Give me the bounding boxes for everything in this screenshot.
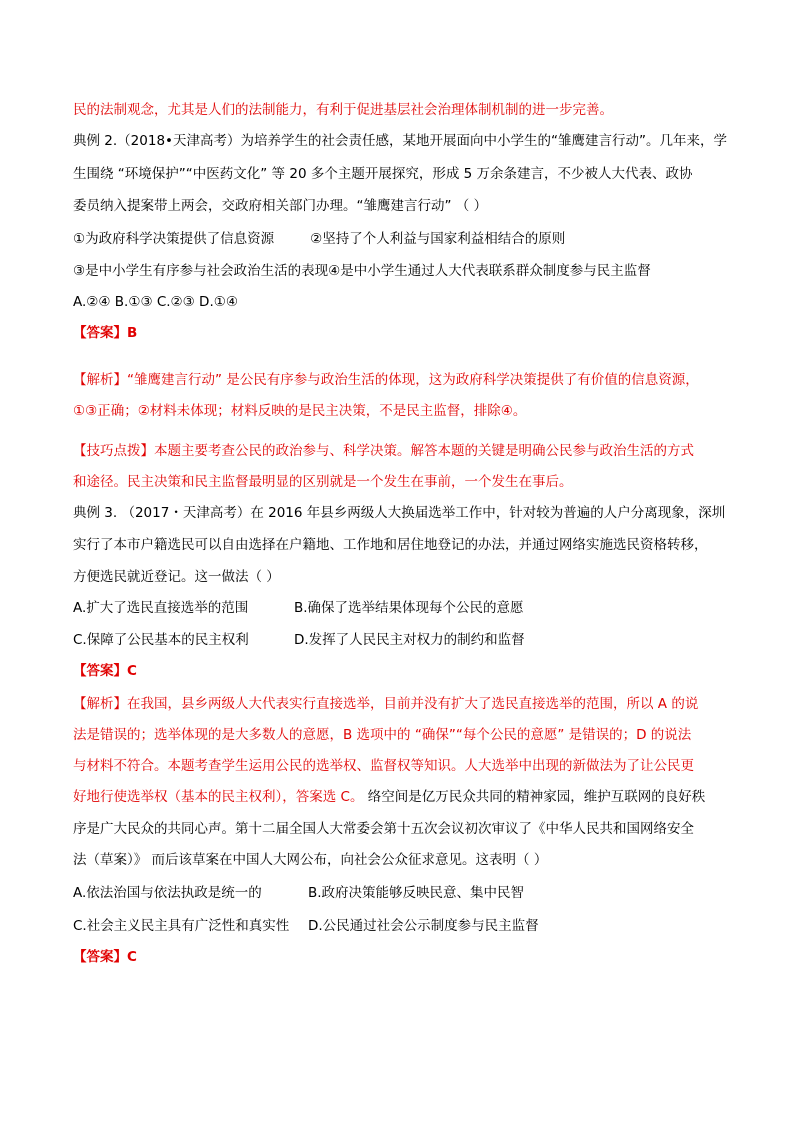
analysis-text: 【解析】在我国，县乡两级人大代表实行直接选举，目前并没有扩大了选民直接选举的范围，所以 A 的说 [73, 696, 699, 712]
option-b: B.确保了选举结果体现每个公民的意愿 [294, 600, 524, 616]
text-line: A.②④ B.①③ C.②③ D.①④ [73, 294, 238, 310]
option-2: ②坚持了个人利益与国家利益相结合的原则 [310, 231, 566, 247]
analysis-text: 【解析】“雏鹰建言行动” 是公民有序参与政治生活的体现，这为政府科学决策提供了有价值的信息资源， [73, 372, 699, 388]
text-line [73, 229, 739, 249]
text-line: 民的法制观念，尤其是人们的法制能力，有利于促进基层社会治理体制机制的进一步完善。 [73, 102, 613, 118]
text-line: 委员纳入提案带上两会，交政府相关部门办理。“雏鹰建言行动” （ ） [73, 198, 488, 214]
text-line: 生围绕 “环境保护”“中医药文化” 等 20 多个主题开展探究，形成 5 万余条建言，不少被人大代表、政协 [73, 166, 693, 182]
text-line [73, 883, 739, 903]
text-line: 典例 2.（2018•天津高考）为培养学生的社会责任感，某地开展面向中小学生的“雏鹰建言行动”。几年来，学 [73, 133, 727, 149]
option-a: A.扩大了选民直接选举的范围 [73, 600, 249, 616]
text-line: 方便选民就近登记。这一做法（ ） [73, 569, 280, 585]
tip-text: 【技巧点拨】本题主要考查公民的政治参与、科学决策。解答本题的关键是明确公民参与政治生活的方式 [73, 443, 694, 459]
question-text: 络空间是亿万民众共同的精神家园，维护互联网的良好秩 [363, 789, 706, 805]
text-line [73, 630, 739, 650]
text-line [73, 787, 739, 807]
option-c: C.社会主义民主具有广泛性和真实性 [73, 918, 290, 934]
option-d: D.公民通过社会公示制度参与民主监督 [308, 918, 539, 934]
analysis-text: 与材料不符合。本题考查学生运用公民的选举权、监督权等知识。人大选举中出现的新做法为了让公民更 [73, 758, 694, 774]
text-line: 法（草案）》 而后该草案在中国人大网公布，向社会公众征求意见。这表明（ ） [73, 852, 548, 868]
text-line: 实行了本市户籍选民可以自由选择在户籍地、工作地和居住地登记的办法，并通过网络实施选民资格转移， [73, 537, 708, 553]
option-a: A.依法治国与依法执政是统一的 [73, 885, 262, 901]
option-d: D.发挥了人民民主对权力的制约和监督 [294, 632, 525, 648]
option-b: B.政府决策能够反映民意、集中民智 [308, 885, 525, 901]
text-line [73, 598, 739, 618]
text-line: ③是中小学生有序参与社会政治生活的表现④是中小学生通过人大代表联系群众制度参与民主监督 [73, 263, 651, 279]
answer-label: 【答案】B [73, 325, 138, 341]
tip-text: 和途径。民主决策和民主监督最明显的区别就是一个发生在事前，一个发生在事后。 [73, 474, 573, 490]
option-1: ①为政府科学决策提供了信息资源 [73, 231, 275, 247]
text-line: 序是广大民众的共同心声。第十二届全国人大常委会第十五次会议初次审议了《中华人民共和国网络安全 [73, 821, 694, 837]
text-line [73, 916, 739, 936]
answer-label: 【答案】C [73, 949, 137, 965]
answer-label: 【答案】C [73, 663, 137, 679]
analysis-text: ①③正确；②材料未体现；材料反映的是民主决策，不是民主监督，排除④。 [73, 403, 527, 419]
text-line: 典例 3. （2017・天津高考）在 2016 年县乡两级人大换届选举工作中，针对较为普遍的人户分离现象，深圳 [73, 505, 726, 521]
analysis-text: 好地行使选举权（基本的民主权利），答案选 C。 [73, 789, 364, 805]
analysis-text: 法是错误的；选举体现的是大多数人的意愿，B 选项中的 “确保”“每个公民的意愿” 是错误的；D 的说法 [73, 727, 692, 743]
option-c: C.保障了公民基本的民主权利 [73, 632, 249, 648]
